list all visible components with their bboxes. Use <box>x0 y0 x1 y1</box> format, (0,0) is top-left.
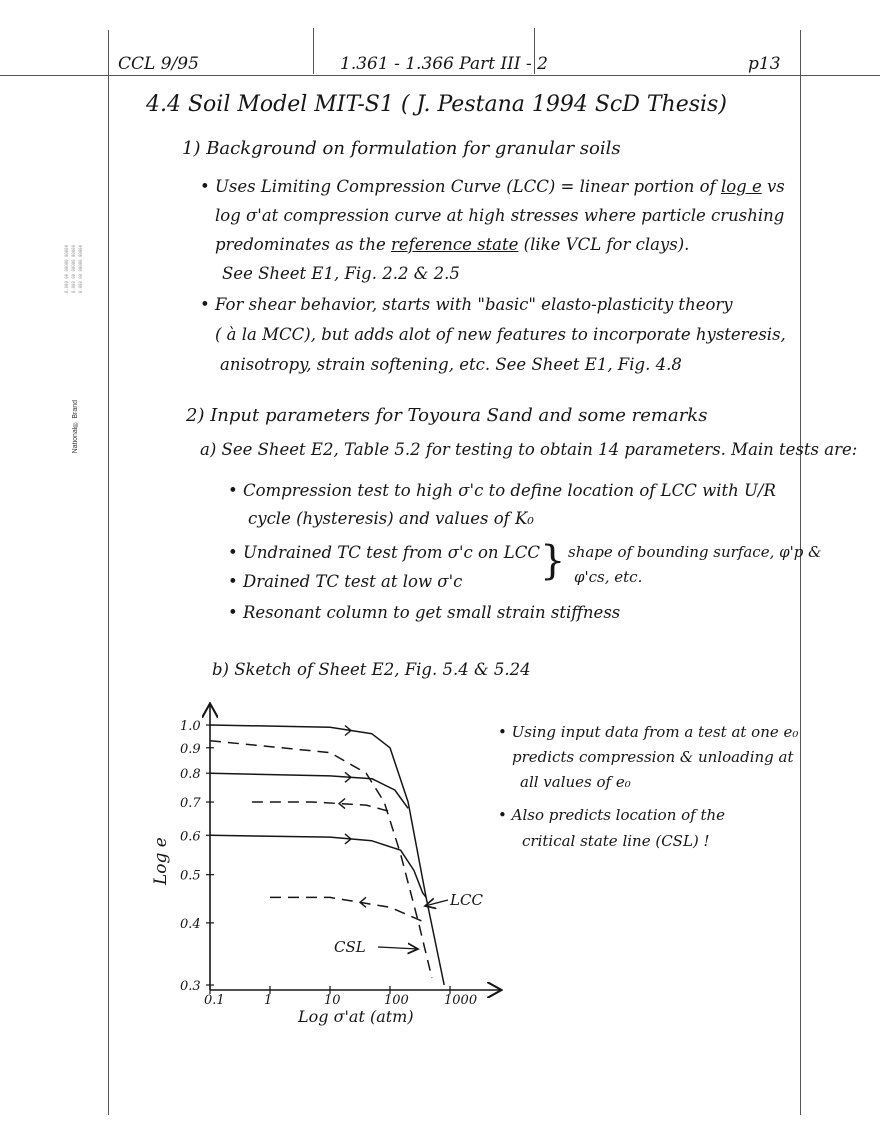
brace-note-line1: shape of bounding surface, φ'p & <box>568 543 822 561</box>
underlined-term: reference state <box>391 235 519 254</box>
series-line-1 <box>210 725 444 985</box>
binder-stamp: 0.000 00 00000 00000 0.000 00 00000 00000 0.000 00 00000 00000 <box>64 245 83 294</box>
national-brand-logo: National® Brand <box>72 400 79 454</box>
series-line-4 <box>210 741 432 978</box>
part2-heading: 2) Input parameters for Toyoura Sand and some remarks <box>186 405 708 426</box>
note1-line3: all values of e₀ <box>520 773 631 791</box>
series-line-2 <box>210 773 408 808</box>
x-tick-label: 1000 <box>444 993 478 1008</box>
part1-bullet1-reference: See Sheet E1, Fig. 2.2 & 2.5 <box>222 264 460 283</box>
part2-a-line: a) See Sheet E2, Table 5.2 for testing to obtain 14 parameters. Main tests are: <box>200 440 858 459</box>
part2-a-bullet1-line2: cycle (hysteresis) and values of K₀ <box>248 509 534 528</box>
part1-bullet2-line1: • For shear behavior, starts with "basic" elasto-plasticity theory <box>200 295 733 314</box>
part2-a-bullet4: • Resonant column to get small strain stiffness <box>228 603 621 622</box>
part1-bullet1-line1 <box>200 177 785 196</box>
x-tick-label: 0.1 <box>204 993 225 1008</box>
y-tick-label: 1.0 <box>180 719 201 734</box>
part2-a-bullet3: • Drained TC test at low σ'c <box>228 572 463 591</box>
series-direction-arrow <box>360 897 366 907</box>
text-span: vs <box>761 177 785 196</box>
section-title: 4.4 Soil Model MIT-S1 ( J. Pestana 1994 ScD Thesis) <box>146 92 727 117</box>
text-span: predominates as the <box>215 235 392 254</box>
part1-bullet2-line2: ( à la MCC), but adds alot of new features to incorporate hysteresis, <box>215 325 786 344</box>
y-tick-label: 0.5 <box>180 868 201 884</box>
part2-a-bullet1-line1: • Compression test to high σ'c to define location of LCC with U/R <box>228 481 776 500</box>
y-tick-label: 0.3 <box>180 979 201 994</box>
x-axis-label: Log σ'at (atm) <box>298 1007 414 1026</box>
left-margin-line <box>108 30 109 1115</box>
y-tick-label: 0.7 <box>180 796 201 812</box>
brace-note-line2: φ'cs, etc. <box>574 568 643 586</box>
text-span: • Uses Limiting Compression Curve (LCC) = linear portion of <box>200 177 721 196</box>
y-tick-label: 0.4 <box>180 916 201 932</box>
top-ruled-line <box>0 75 880 76</box>
underlined-term: log e <box>720 177 762 196</box>
part2-a-bullet2: • Undrained TC test from σ'c on LCC <box>228 543 541 562</box>
header-page-number: p13 <box>748 54 781 74</box>
curly-brace: } <box>540 538 566 584</box>
x-tick-label: 1 <box>264 993 273 1008</box>
series-direction-arrow <box>345 834 351 844</box>
y-axis-label: Log e <box>151 837 171 885</box>
series-direction-arrow <box>345 725 351 735</box>
header-subject: 1.361 - 1.366 Part III - 2 <box>340 54 548 74</box>
note2-line1: • Also predicts location of the <box>498 806 726 824</box>
right-margin-line <box>800 30 801 1115</box>
header-course: CCL 9/95 <box>118 54 199 74</box>
y-tick-label: 0.6 <box>180 829 201 845</box>
csl-label: CSL <box>334 938 366 956</box>
y-tick-label: 0.8 <box>180 767 201 783</box>
part1-heading: 1) Background on formulation for granular soils <box>182 138 621 159</box>
note1-line1: • Using input data from a test at one e₀ <box>498 723 799 741</box>
y-tick-label: 0.9 <box>180 741 201 757</box>
series-line-5 <box>252 802 390 812</box>
lcc-pointer-arrow <box>425 900 448 906</box>
x-tick-label: 100 <box>384 993 409 1008</box>
note2-line2: critical state line (CSL) ! <box>522 832 710 850</box>
text-span: (like VCL for clays). <box>518 235 690 254</box>
part1-bullet1-line2: log σ'at compression curve at high stresses where particle crushing <box>215 206 785 225</box>
part1-bullet2-line3: anisotropy, strain softening, etc. See Sheet E1, Fig. 4.8 <box>220 355 682 374</box>
csl-pointer-arrow <box>378 947 418 949</box>
series-line-6 <box>270 897 426 923</box>
header-divider-left <box>313 28 314 74</box>
series-direction-arrow <box>339 799 345 809</box>
series-direction-arrow <box>345 772 351 782</box>
series-line-3 <box>210 835 426 897</box>
part1-bullet1-line3 <box>215 235 689 254</box>
part2-b-line: b) Sketch of Sheet E2, Fig. 5.4 & 5.24 <box>212 660 531 679</box>
lcc-label: LCC <box>450 891 483 909</box>
note1-line2: predicts compression & unloading at <box>512 748 794 766</box>
x-tick-label: 10 <box>324 993 341 1008</box>
